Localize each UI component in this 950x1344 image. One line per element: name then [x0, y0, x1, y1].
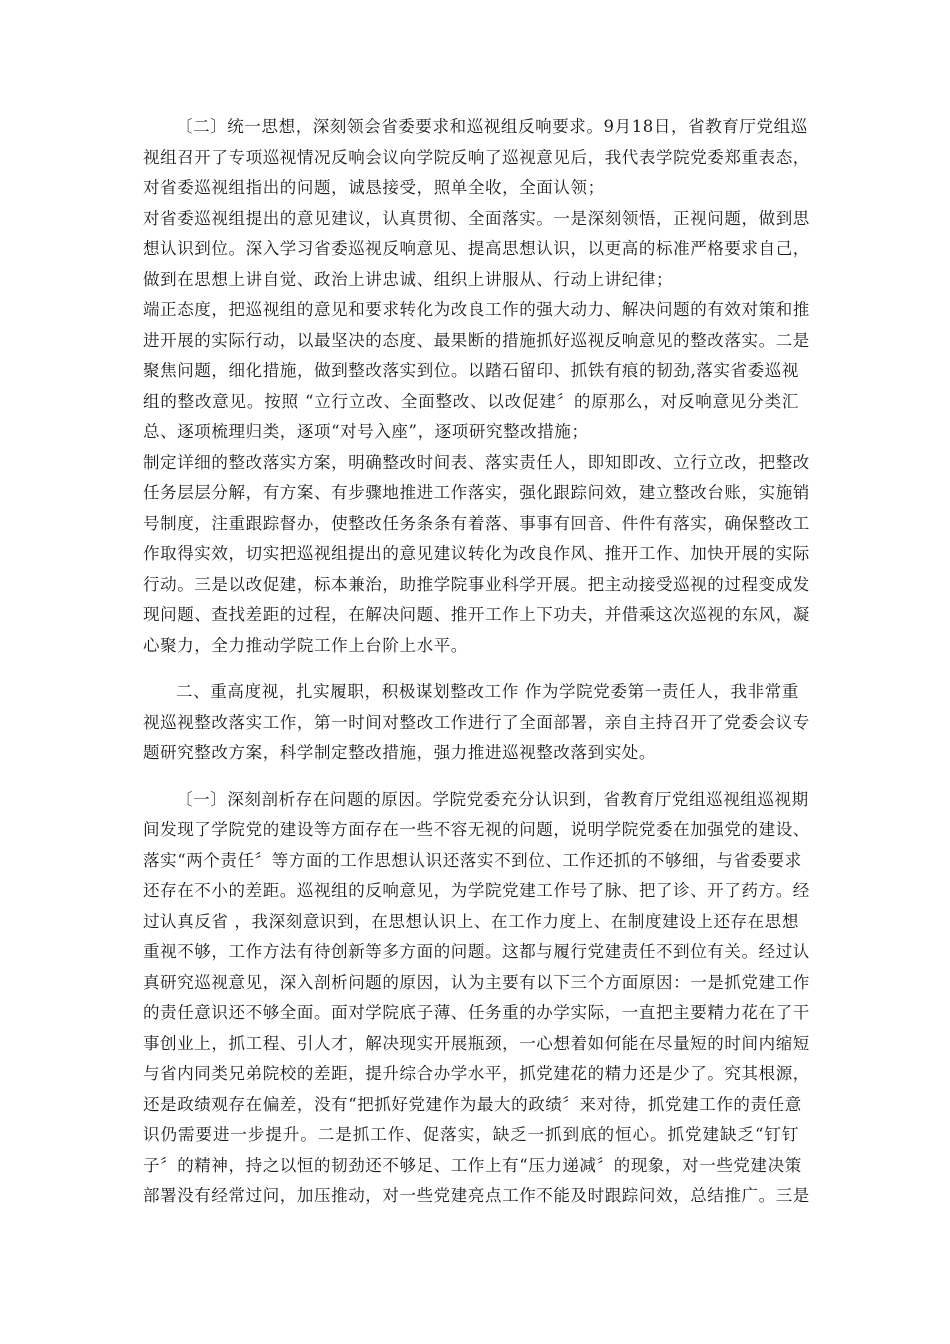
paragraph-spacer: [143, 769, 799, 785]
text-line: 识仍需要进一步提升。二是抓工作、促落实，缺乏一抓到底的恒心。抓党建缺乏“钉钉: [143, 1125, 799, 1144]
text-line: 〔一〕深刻剖析存在问题的原因。学院党委充分认识到，省教育厅党组巡视组巡视期: [176, 789, 809, 809]
text-line: 行动。三是以改促建，标本兼治，助推学院事业科学开展。把主动接受巡视的过程变成发: [143, 574, 810, 594]
text-line: 还是政绩观存在偏差，没有“把抓好党建作为最大的政绩〞来对待，抓党建工作的责任意: [143, 1094, 802, 1114]
text-line: 间发现了学院党的建设等方面存在一些不容无视的问题，说明学院党委在加强党的建设、: [143, 820, 810, 839]
text-line: 〔二〕统一思想，深刻领会省委要求和巡视组反响要求。9月18日，省教育厅党组巡: [176, 117, 808, 136]
text-line: 部署没有经常过问，加压推动，对一些党建亮点工作不能及时跟踪问效，总结推广。三是: [143, 1186, 810, 1205]
text-line: 还存在不小的差距。巡视组的反响意见，为学院党建工作号了脉、把了诊、开了药方。经: [143, 881, 810, 900]
text-line: 聚焦问题，细化措施，做到整改落实到位。以踏石留印、抓铁有痕的韧劲,落实省委巡视: [143, 361, 799, 380]
text-line: 过认真反省 ，我深刻意识到，在思想认识上、在工作力度上、在制度建设上还存在思想: [143, 911, 799, 931]
document-page: [143, 112, 810, 1212]
text-line: 与省内同类兄弟院校的差距，提升综合办学水平，抓党建花的精力还是少了。究其根源，: [143, 1064, 810, 1083]
paragraph-spacer: [143, 661, 799, 677]
text-line: 对省委巡视组指出的问题，诚恳接受，照单全收，全面认领；: [143, 178, 605, 197]
text-line: 重视不够，工作方法有待创新等多方面的问题。这都与履行党建责任不到位有关。经过认: [143, 942, 810, 961]
text-line: 的责任意识还不够全面。面对学院底子薄、任务重的办学实际，一直把主要精力花在了干: [143, 1003, 810, 1022]
text-line: 对省委巡视组提出的意见建议，认真贯彻、全面落实。一是深刻领悟，正视问题，做到思: [143, 208, 810, 228]
text-line: 端正态度，把巡视组的意见和要求转化为改良工作的强大动力、解决问题的有效对策和推: [143, 300, 810, 319]
text-line: 子〞的精神，持之以恒的韧劲还不够足、工作上有“压力递减〞的现象，对一些党建决策: [143, 1155, 802, 1175]
text-line: 真研究巡视意见，深入剖析问题的原因，认为主要有以下三个方面原因：一是抓党建工作: [143, 972, 810, 992]
text-line: 事创业上，抓工程、引人才，解决现实开展瓶颈，一心想着如何能在尽量短的时间内缩短: [143, 1033, 810, 1053]
text-line: 题研究整改方案，科学制定整改措施，强力推进巡视整改落到实处。: [143, 743, 656, 762]
text-line: 做到在思想上讲自觉、政治上讲忠诚、组织上讲服从、行动上讲纪律；: [143, 269, 674, 289]
text-line: 现问题、查找差距的过程，在解决问题、推开工作上下功夫，并借乘这次巡视的东风，凝: [143, 605, 810, 624]
paragraph-unify-thinking: [143, 112, 810, 661]
text-line: 组的整改意见。按照 “立行立改、全面整改、以改促建〞的原那么，对反响意见分类汇: [143, 391, 799, 411]
text-line: 号制度，注重跟踪督办，使整改任务条条有着落、事事有回音、件件有落实，确保整改工: [143, 513, 810, 533]
text-line: 落实“两个责任〞等方面的工作思想认识还落实不到位、工作还抓的不够细，与省委要求: [143, 850, 802, 870]
text-line: 任务层层分解，有方案、有步骤地推进工作落实，强化跟踪问效，建立整改台账，实施销: [143, 483, 810, 502]
text-line: 作取得实效，切实把巡视组提出的意见建议转化为改良作风、推开工作、加快开展的实际: [143, 544, 810, 563]
text-line: 想认识到位。深入学习省委巡视反响意见、提高思想认识，以更高的标准严格要求自己，: [143, 239, 810, 258]
paragraph-section-two: [143, 677, 810, 769]
text-line: 制定详细的整改落实方案，明确整改时间表、落实责任人，即知即改、立行立改，把整改: [143, 452, 810, 472]
text-line: 二、重高度视，扎实履职，积极谋划整改工作 作为学院党委第一责任人，我非常重: [176, 682, 799, 701]
text-line: 视巡视整改落实工作，第一时间对整改工作进行了全面部署，亲自主持召开了党委会议专: [143, 712, 810, 732]
text-line: 视组召开了专项巡视情况反响会议向学院反响了巡视意见后，我代表学院党委郑重表态，: [143, 147, 810, 167]
paragraph-analyze-causes: [143, 785, 810, 1212]
text-line: 进开展的实际行动，以最坚决的态度、最果断的措施抓好巡视反响意见的整改落实。二是: [143, 330, 810, 350]
text-line: 总、逐项梳理归类，逐项“对号入座”，逐项研究整改措施；: [143, 422, 589, 441]
text-line: 心聚力，全力推动学院工作上台阶上水平。: [143, 635, 468, 655]
